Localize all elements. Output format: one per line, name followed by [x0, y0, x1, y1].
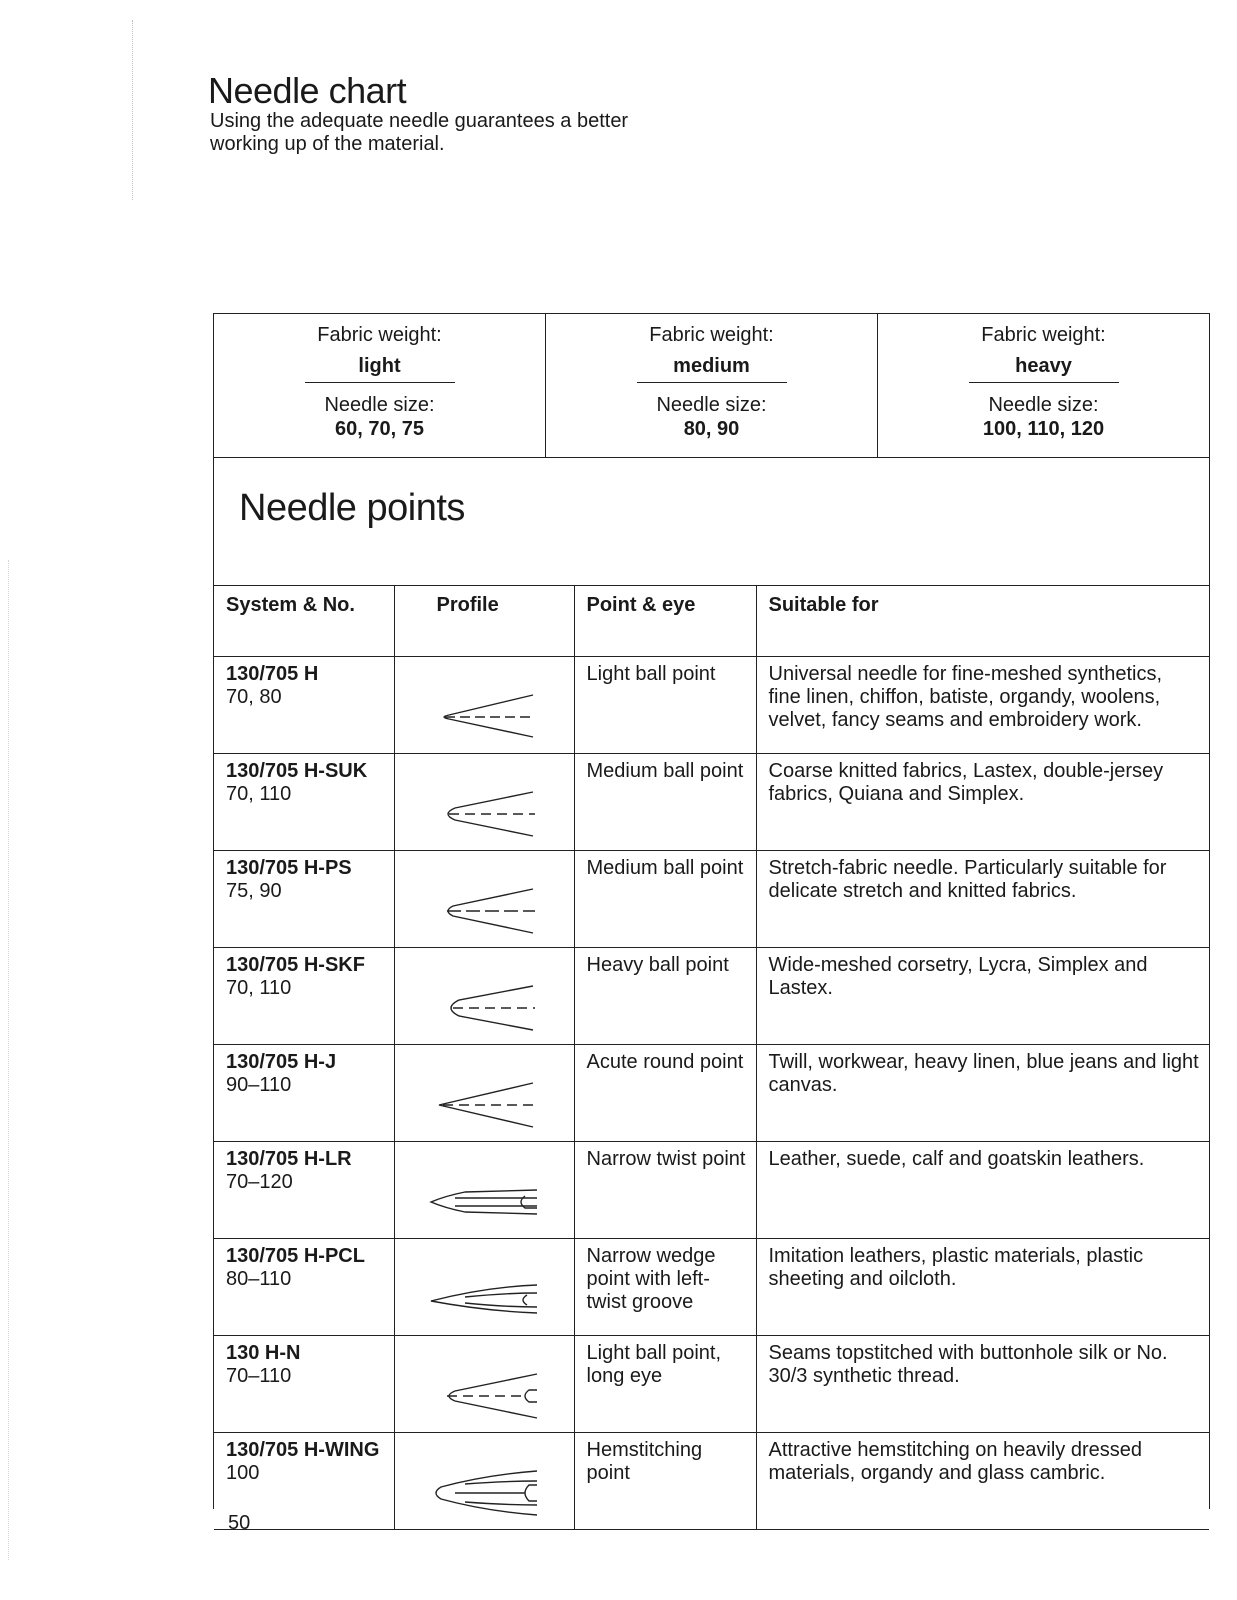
fabric-weight-table: [213, 313, 1210, 458]
point-eye-cell: [574, 948, 756, 1045]
system-number: 130/705 H: [226, 663, 319, 685]
suitable-for-cell: [756, 754, 1209, 851]
acute-round-point-needle-icon: [425, 1069, 545, 1141]
fabric-weight-label: Fabric weight:: [649, 324, 774, 346]
system-cell: [214, 1336, 394, 1433]
column-header: Point & eye: [574, 586, 756, 657]
needle-sizes: 75, 90: [226, 880, 282, 902]
system-number: 130/705 H-PCL: [226, 1245, 365, 1267]
profile-cell: [394, 657, 574, 754]
page-title: Needle chart: [208, 70, 407, 112]
suitable-for-cell: [756, 1433, 1209, 1530]
needle-sizes: 100: [226, 1462, 260, 1484]
column-header: System & No.: [214, 586, 394, 657]
point-eye-text: Hemstitching point: [586, 1439, 703, 1484]
needle-sizes: 70, 110: [226, 977, 292, 999]
profile-cell: [394, 1045, 574, 1142]
needle-size-value: 100, 110, 120: [982, 418, 1105, 440]
point-eye-cell: [574, 851, 756, 948]
system-number: 130/705 H-PS: [226, 857, 352, 879]
suitable-for-text: Universal needle for fine-meshed synthetics, fine linen, chiffon, batiste, organdy, woolens, velvet, fancy seams and embroidery work.: [768, 663, 1163, 731]
intro-text: Using the adequate needle guarantees a better working up of the material.: [210, 110, 629, 155]
system-cell: [214, 657, 394, 754]
suitable-for-cell: [756, 1239, 1209, 1336]
needle-sizes: 70–110: [226, 1365, 292, 1387]
suitable-for-cell: [756, 851, 1209, 948]
table-row: [214, 1433, 1209, 1530]
wing-needle-icon: [425, 1457, 545, 1529]
needle-size-label: Needle size:: [656, 394, 767, 416]
point-eye-text: Acute round point: [586, 1051, 744, 1073]
suitable-for-cell: [756, 948, 1209, 1045]
point-eye-text: Medium ball point: [586, 857, 744, 879]
point-eye-cell: [574, 754, 756, 851]
point-eye-cell: [574, 1239, 756, 1336]
needle-points-section: [213, 457, 1210, 1509]
table-row: [214, 1045, 1209, 1142]
heavy-ball-point-needle-icon: [425, 972, 545, 1044]
scan-edge-mark: [132, 20, 134, 200]
fabric-weight-value: medium: [637, 354, 787, 383]
long-eye-needle-icon: [425, 1360, 545, 1432]
profile-cell: [394, 1239, 574, 1336]
twist-point-needle-icon: [425, 1166, 545, 1238]
system-cell: [214, 948, 394, 1045]
table-row: [214, 1239, 1209, 1336]
light-ball-point-needle-icon: [425, 681, 545, 753]
table-header-row: [214, 586, 1209, 657]
fabric-weight-column: [546, 314, 878, 457]
system-number: 130/705 H-J: [226, 1051, 337, 1073]
wedge-point-needle-icon: [425, 1263, 545, 1335]
suitable-for-text: Leather, suede, calf and goatskin leathers.: [768, 1148, 1145, 1170]
point-eye-cell: [574, 1045, 756, 1142]
point-eye-cell: [574, 657, 756, 754]
system-cell: [214, 1239, 394, 1336]
profile-cell: [394, 851, 574, 948]
suitable-for-text: Seams topstitched with buttonhole silk or No. 30/3 synthetic thread.: [768, 1342, 1168, 1387]
suitable-for-text: Coarse knitted fabrics, Lastex, double-jersey fabrics, Quiana and Simplex.: [768, 760, 1164, 805]
table-row: [214, 1142, 1209, 1239]
suitable-for-text: Imitation leathers, plastic materials, plastic sheeting and oilcloth.: [768, 1245, 1144, 1290]
profile-cell: [394, 1142, 574, 1239]
suitable-for-text: Wide-meshed corsetry, Lycra, Simplex and Lastex.: [768, 954, 1148, 999]
suitable-for-cell: [756, 1045, 1209, 1142]
needle-sizes: 70, 110: [226, 783, 292, 805]
system-cell: [214, 1142, 394, 1239]
profile-cell: [394, 1433, 574, 1530]
point-eye-text: Heavy ball point: [586, 954, 729, 976]
system-number: 130/705 H-LR: [226, 1148, 352, 1170]
needle-sizes: 90–110: [226, 1074, 292, 1096]
suitable-for-text: Stretch-fabric needle. Particularly suitable for delicate stretch and knitted fabrics.: [768, 857, 1167, 902]
fabric-weight-label: Fabric weight:: [317, 324, 442, 346]
system-number: 130/705 H-WING: [226, 1439, 380, 1461]
point-eye-text: Light ball point: [586, 663, 716, 685]
suitable-for-text: Attractive hemstitching on heavily dressed materials, organdy and glass cambric.: [768, 1439, 1143, 1484]
fabric-weight-column: [878, 314, 1209, 457]
needle-points-title: Needle points: [239, 487, 465, 529]
suitable-for-text: Twill, workwear, heavy linen, blue jeans and light canvas.: [768, 1051, 1199, 1096]
needle-size-label: Needle size:: [988, 394, 1099, 416]
table-row: [214, 657, 1209, 754]
needle-sizes: 70–120: [226, 1171, 293, 1193]
point-eye-cell: [574, 1142, 756, 1239]
table-row: [214, 948, 1209, 1045]
needle-sizes: 80–110: [226, 1268, 292, 1290]
table-row: [214, 851, 1209, 948]
needle-size-value: 60, 70, 75: [335, 418, 424, 440]
system-number: 130/705 H-SUK: [226, 760, 368, 782]
page-number: 50: [228, 1512, 251, 1534]
column-header: Suitable for: [756, 586, 1209, 657]
fabric-weight-value: light: [305, 354, 455, 383]
suitable-for-cell: [756, 1142, 1209, 1239]
point-eye-text: Narrow twist point: [586, 1148, 746, 1170]
point-eye-text: Light ball point, long eye: [586, 1342, 722, 1387]
profile-cell: [394, 754, 574, 851]
column-header: Profile: [394, 586, 574, 657]
table-row: [214, 1336, 1209, 1433]
medium-ball-point-needle-icon: [425, 778, 545, 850]
suitable-for-cell: [756, 657, 1209, 754]
system-number: 130/705 H-SKF: [226, 954, 365, 976]
fabric-weight-value: heavy: [969, 354, 1119, 383]
stretch-needle-icon: [425, 875, 545, 947]
system-cell: [214, 1045, 394, 1142]
point-eye-cell: [574, 1433, 756, 1530]
fabric-weight-label: Fabric weight:: [981, 324, 1106, 346]
profile-cell: [394, 1336, 574, 1433]
table-row: [214, 754, 1209, 851]
needle-sizes: 70, 80: [226, 686, 282, 708]
fabric-weight-column: [214, 314, 546, 457]
point-eye-text: Medium ball point: [586, 760, 744, 782]
system-cell: [214, 754, 394, 851]
needle-size-value: 80, 90: [683, 418, 740, 440]
suitable-for-cell: [756, 1336, 1209, 1433]
point-eye-text: Narrow wedge point with left-twist groove: [586, 1245, 716, 1313]
point-eye-cell: [574, 1336, 756, 1433]
needle-size-label: Needle size:: [324, 394, 435, 416]
system-number: 130 H-N: [226, 1342, 301, 1364]
system-cell: [214, 851, 394, 948]
scan-edge-mark: [8, 560, 10, 1560]
profile-cell: [394, 948, 574, 1045]
needle-points-table: [214, 585, 1209, 1530]
